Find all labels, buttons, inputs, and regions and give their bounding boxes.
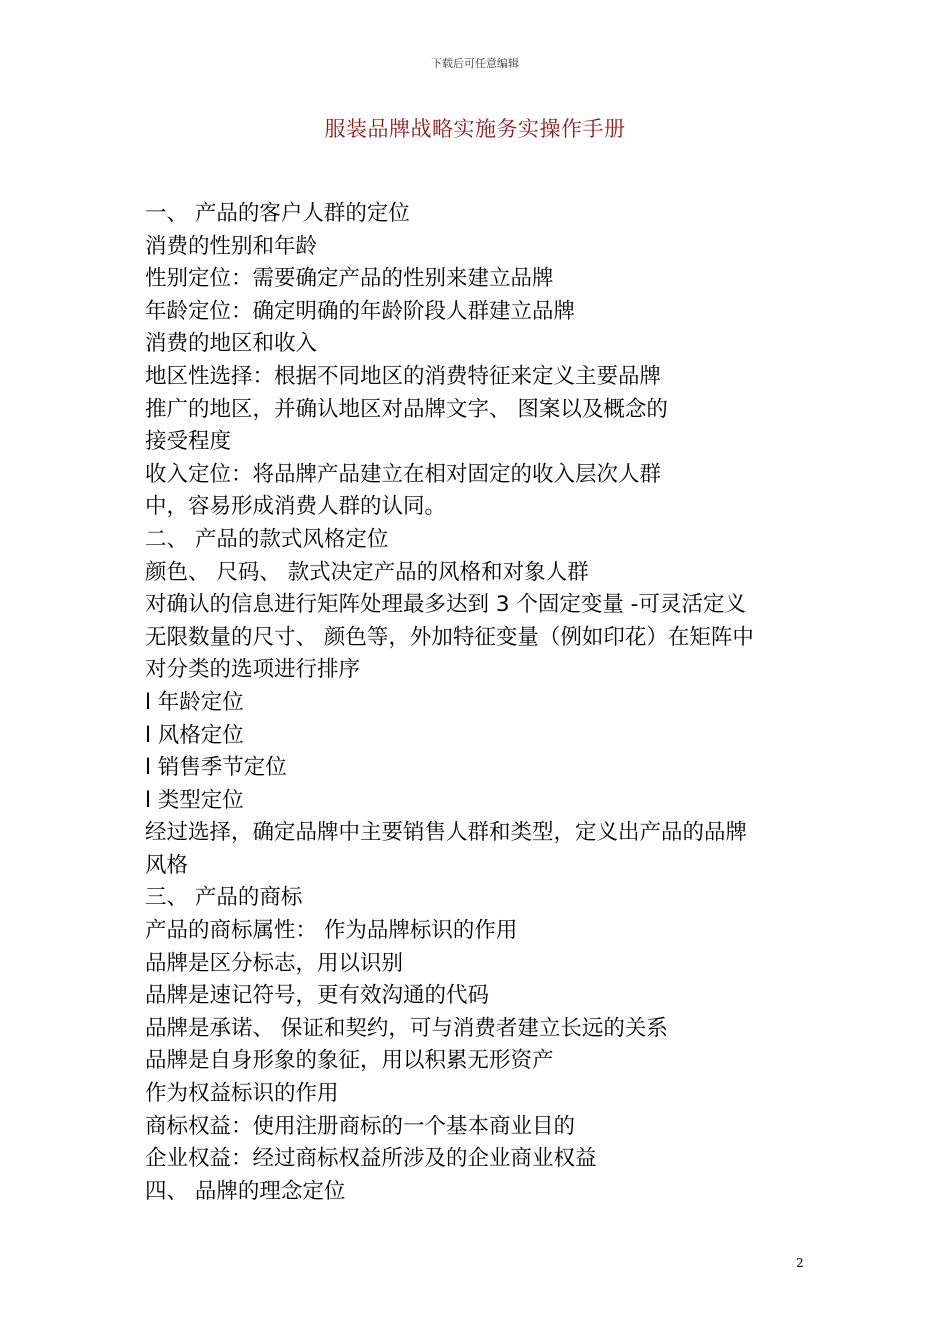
body-line: 企业权益：经过商标权益所涉及的企业商业权益 xyxy=(145,1146,597,1172)
body-line: l 类型定位 xyxy=(145,787,244,813)
body-line: 风格 xyxy=(145,852,189,878)
body-line: 性别定位：需要确定产品的性别来建立品牌 xyxy=(145,266,554,292)
body-line: 经过选择，确定品牌中主要销售人群和类型，定义出产品的品牌 xyxy=(145,820,748,846)
body-line: 一、 产品的客户人群的定位 xyxy=(145,201,410,226)
body-line: 四、 品牌的理念定位 xyxy=(145,1178,346,1204)
body-line: 品牌是承诺、 保证和契约，可与消费者建立长远的关系 xyxy=(145,1015,668,1041)
body-line: 品牌是速记符号，更有效沟通的代码 xyxy=(145,983,490,1009)
body-line: 消费的性别和年龄 xyxy=(145,233,318,259)
body-line: 品牌是区分标志，用以识别 xyxy=(145,950,404,976)
header-note: 下载后可任意编辑 xyxy=(431,57,519,70)
body-line: 品牌是自身形象的象征，用以积累无形资产 xyxy=(145,1048,554,1074)
document-title: 服装品牌战略实施务实操作手册 xyxy=(324,117,626,141)
page-number: 2 xyxy=(796,1256,804,1270)
body-line: 接受程度 xyxy=(145,429,232,455)
body-line: 推广的地区，并确认地区对品牌文字、 图案以及概念的 xyxy=(145,396,668,422)
document-body xyxy=(145,198,815,1208)
body-line: 商标权益：使用注册商标的一个基本商业目的 xyxy=(145,1113,576,1139)
body-line: 二、 产品的款式风格定位 xyxy=(145,526,389,552)
body-line: 消费的地区和收入 xyxy=(145,331,318,357)
body-line: 对分类的选项进行排序 xyxy=(145,657,361,683)
body-line: l 销售季节定位 xyxy=(145,755,287,781)
body-line: 年龄定位：确定明确的年龄阶段人群建立品牌 xyxy=(145,298,576,324)
body-line: 地区性选择：根据不同地区的消费特征来定义主要品牌 xyxy=(145,363,662,389)
body-line: 无限数量的尺寸、 颜色等，外加特征变量（例如印花）在矩阵中 xyxy=(145,624,754,650)
body-line: l 风格定位 xyxy=(145,722,244,748)
body-line: 产品的商标属性： 作为品牌标识的作用 xyxy=(145,918,518,944)
body-line: 三、 产品的商标 xyxy=(145,885,303,911)
body-line: 颜色、 尺码、 款式决定产品的风格和对象人群 xyxy=(145,559,589,585)
body-line: 收入定位：将品牌产品建立在相对固定的收入层次人群 xyxy=(145,461,662,487)
body-line: 中，容易形成消费人群的认同。 xyxy=(145,494,447,520)
body-line: l 年龄定位 xyxy=(145,689,244,715)
body-line: 作为权益标识的作用 xyxy=(145,1081,339,1107)
body-line: 对确认的信息进行矩阵处理最多达到 3 个固定变量 -可灵活定义 xyxy=(145,592,746,618)
